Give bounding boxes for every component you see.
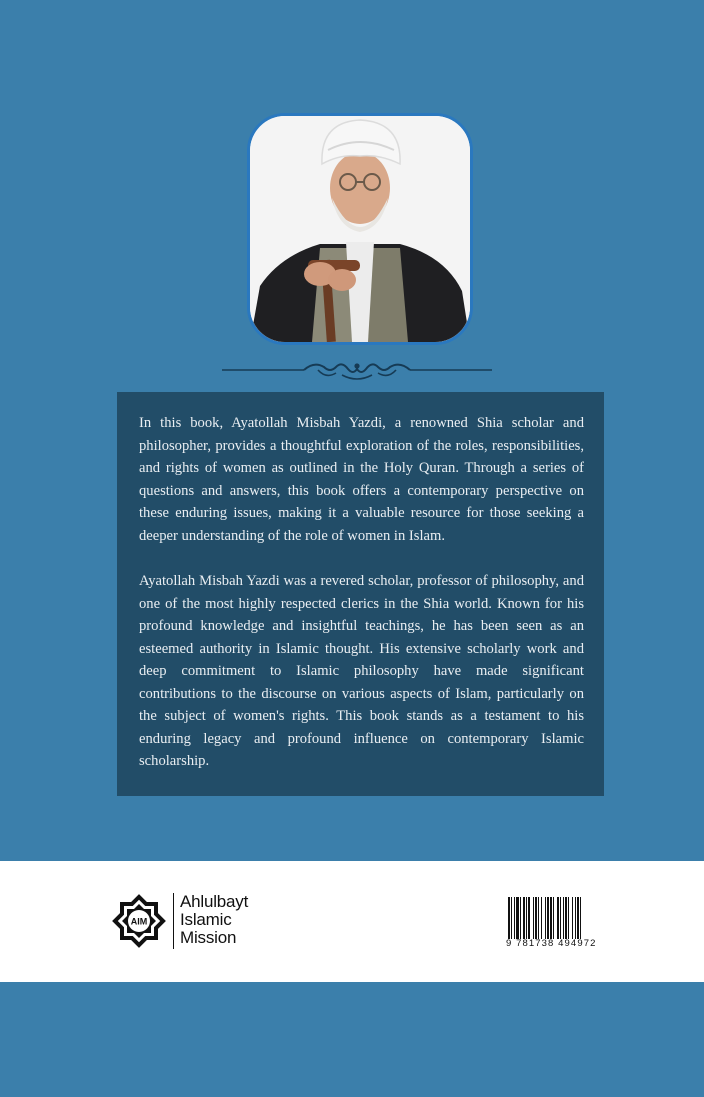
publisher-name: [180, 893, 248, 947]
isbn-digits: 9 781738 494972: [506, 938, 597, 949]
barcode-bar: [508, 897, 510, 939]
publisher-name-line-1: Ahlulbayt: [180, 892, 249, 911]
barcode-bar: [520, 897, 521, 939]
isbn-barcode: [508, 897, 604, 939]
logo-divider: [173, 893, 174, 949]
barcode-bar: [516, 897, 519, 939]
barcode-bar: [514, 897, 515, 939]
description-panel: [117, 392, 604, 796]
barcode-bar: [528, 897, 530, 939]
barcode-bar: [511, 897, 512, 939]
author-portrait: [247, 113, 473, 345]
publisher-logo-initials: AIM: [130, 916, 148, 927]
barcode-bar: [545, 897, 546, 939]
barcode-bar: [550, 897, 552, 939]
barcode-bar: [533, 897, 534, 939]
publisher-star-logo-icon: [110, 892, 168, 950]
description-paragraph-2: Ayatollah Misbah Yazdi was a revered scholar, professor of philosophy, and one of the most highly respected clerics in the Shia world. Known for his profound knowledge and insightful teachings, he has been seen as an esteemed authority in Islamic thought. His extensive scholarly work and deep commitment to Islamic philosophy have made significant contributions to the discourse on various aspects of Islam, particularly on the subject of women's rights. This book stands as a testament to his enduring legacy and profound influence on contemporary Islamic scholarship.: [139, 573, 584, 769]
barcode-bar: [560, 897, 561, 939]
barcode-bar: [557, 897, 559, 939]
barcode-bar: [535, 897, 537, 939]
barcode-bar: [577, 897, 579, 939]
barcode-bar: [572, 897, 573, 939]
publisher-name-line-2: Islamic: [180, 910, 232, 929]
barcode-bar: [563, 897, 564, 939]
barcode-bar: [575, 897, 576, 939]
barcode-bar: [523, 897, 525, 939]
barcode-bar: [538, 897, 539, 939]
barcode-bar: [547, 897, 549, 939]
barcode-bar: [553, 897, 554, 939]
publisher-name-line-3: Mission: [180, 928, 237, 947]
barcode-bar: [541, 897, 542, 939]
barcode-bar: [580, 897, 581, 939]
barcode-bar: [568, 897, 569, 939]
description-paragraph-1: In this book, Ayatollah Misbah Yazdi, a renowned Shia scholar and philosopher, provides a thoughtful exploration of the roles, responsibilities, and rights of women as outlined in the Holy Quran. Through a series of questions and answers, this book offers a contemporary perspective on these enduring issues, making it a valuable resource for those seeking a deeper understanding of the role of women in Islam.: [139, 415, 584, 544]
author-portrait-image: [250, 116, 470, 342]
barcode-bar: [565, 897, 567, 939]
decorative-divider: [222, 355, 492, 385]
barcode-bar: [526, 897, 527, 939]
